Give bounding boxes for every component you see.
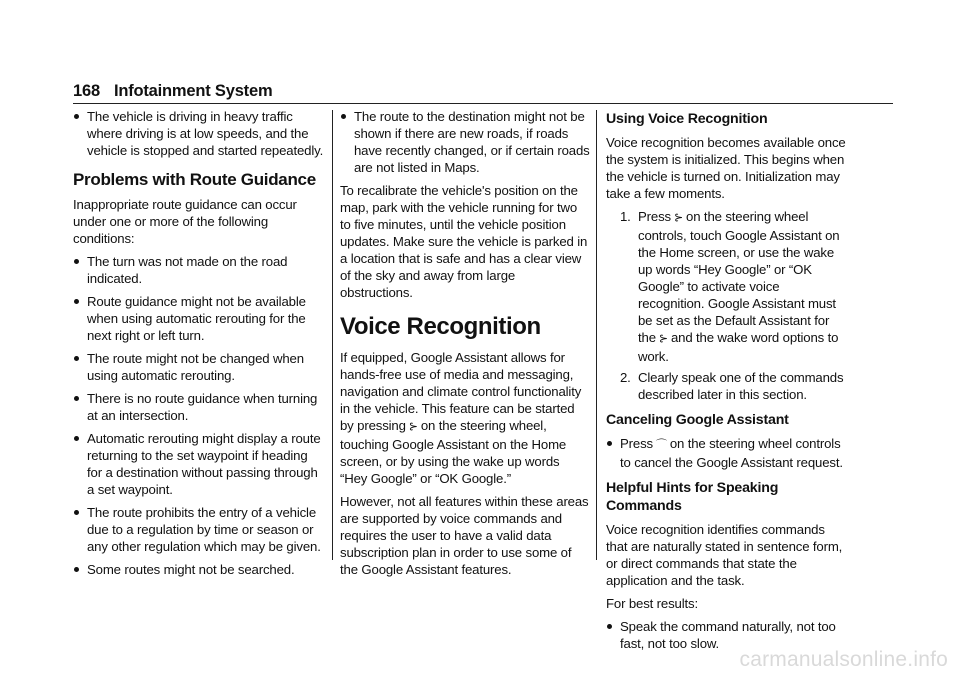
list-item <box>73 390 325 424</box>
paragraph-text: If equipped, Google Assistant allows for hands-free use of media and messaging, navigation and climate control functionality in the vehicle. This feature can be started by pressing <box>340 350 582 433</box>
column-divider-1 <box>332 110 333 560</box>
column-2 <box>340 108 590 584</box>
bullet-text: The route prohibits the entry of a vehicle due to a regulation by time or season or any other regulation which may be given. <box>87 505 321 554</box>
voice-recognition-icon: ⊱ <box>658 333 668 345</box>
column-divider-2 <box>596 110 597 560</box>
bullet-text: Press <box>620 436 653 451</box>
voice-intro-paragraph <box>340 349 590 487</box>
bullet-text: Some routes might not be searched. <box>87 562 295 577</box>
bullet-text: There is no route guidance when turning at an intersection. <box>87 391 318 423</box>
bullet-text: on the steering wheel controls to cancel the Google Assistant request. <box>620 436 843 470</box>
bullet-text: Route guidance might not be available when using automatic rerouting for the next right or left turn. <box>87 294 306 343</box>
list-item <box>73 293 325 344</box>
list-item <box>340 108 590 176</box>
bullet-text: Automatic rerouting might display a route returning to the set waypoint if heading for a destination without passing through a set waypoint. <box>87 431 321 497</box>
step-text: Press <box>638 209 671 224</box>
list-item <box>620 208 846 365</box>
heading-canceling-google-assistant: Canceling Google Assistant <box>606 412 789 428</box>
heading-helpful-hints: Helpful Hints for Speaking Commands <box>606 480 779 514</box>
list-item <box>73 430 325 498</box>
recalibrate-paragraph: To recalibrate the vehicle's position on the map, park with the vehicle running for two to five minutes, until the vehicle position updates. Make sure the vehicle is parked in a location that is safe and has a clear view of the sky and away from large obstructions. <box>340 183 588 300</box>
step-number: 1. <box>620 209 631 224</box>
step-text: and the wake word options to work. <box>638 330 839 364</box>
end-call-icon: ⌒ <box>655 439 667 451</box>
bullet-text: The vehicle is driving in heavy traffic where driving is at low speeds, and the vehicle is stopped and started repeatedly. <box>87 109 324 158</box>
hints-intro-paragraph: Voice recognition identifies commands that are naturally stated in sentence form, or direct commands that state the application and the task. <box>606 522 843 588</box>
voice-recognition-icon: ⊱ <box>673 212 684 224</box>
list-item <box>73 561 325 578</box>
heading-route-guidance: Problems with Route Guidance <box>73 170 316 189</box>
list-item <box>620 369 846 403</box>
best-results-label: For best results: <box>606 596 698 611</box>
bullet-text: The route might not be changed when using automatic rerouting. <box>87 351 304 383</box>
voice-recognition-icon: ⊱ <box>408 421 418 433</box>
page-header <box>73 82 272 104</box>
list-item <box>73 350 325 384</box>
header-rule <box>73 103 893 104</box>
voice-limitations-paragraph: However, not all features within these areas are supported by voice commands and requires the user to have a valid data subscription plan in order to use some of the Google Assistant features. <box>340 494 589 577</box>
bullet-text: The route to the destination might not be shown if there are new roads, if roads have recently changed, or if certain roads are not listed in Maps. <box>354 109 590 175</box>
bullet-text: The turn was not made on the road indicated. <box>87 254 288 286</box>
using-intro-paragraph: Voice recognition becomes available once the system is initialized. This begins when the vehicle is turned on. Initialization may take a few moments. <box>606 135 846 201</box>
heading-using-voice-recognition: Using Voice Recognition <box>606 111 768 127</box>
watermark-text: carmanualsonline.info <box>739 648 948 671</box>
list-item <box>606 618 846 652</box>
section-title: Infotainment System <box>113 82 273 100</box>
column-1 <box>73 108 325 584</box>
list-item <box>73 504 325 555</box>
list-item <box>73 253 325 287</box>
route-guidance-intro: Inappropriate route guidance can occur under one or more of the following conditions: <box>73 197 297 246</box>
heading-voice-recognition: Voice Recognition <box>340 313 541 340</box>
step-text: on the steering wheel controls, touch Google Assistant on the Home screen, or use the wake up words “Hey Google” or “OK Google” to activate voice recognition. Google Assistant must be set as the Default Assistant for the <box>638 209 840 345</box>
page-number: 168 <box>73 82 100 100</box>
list-item <box>606 435 846 471</box>
step-number: 2. <box>620 370 631 385</box>
bullet-text: Speak the command naturally, not too fast, not too slow. <box>620 619 836 651</box>
step-text: Clearly speak one of the commands described later in this section. <box>638 370 844 402</box>
list-item <box>73 108 325 159</box>
paragraph-text: on the steering wheel, touching Google Assistant on the Home screen, or by using the wake up words “Hey Google” or “OK Google.” <box>340 418 567 486</box>
column-3 <box>606 108 846 658</box>
